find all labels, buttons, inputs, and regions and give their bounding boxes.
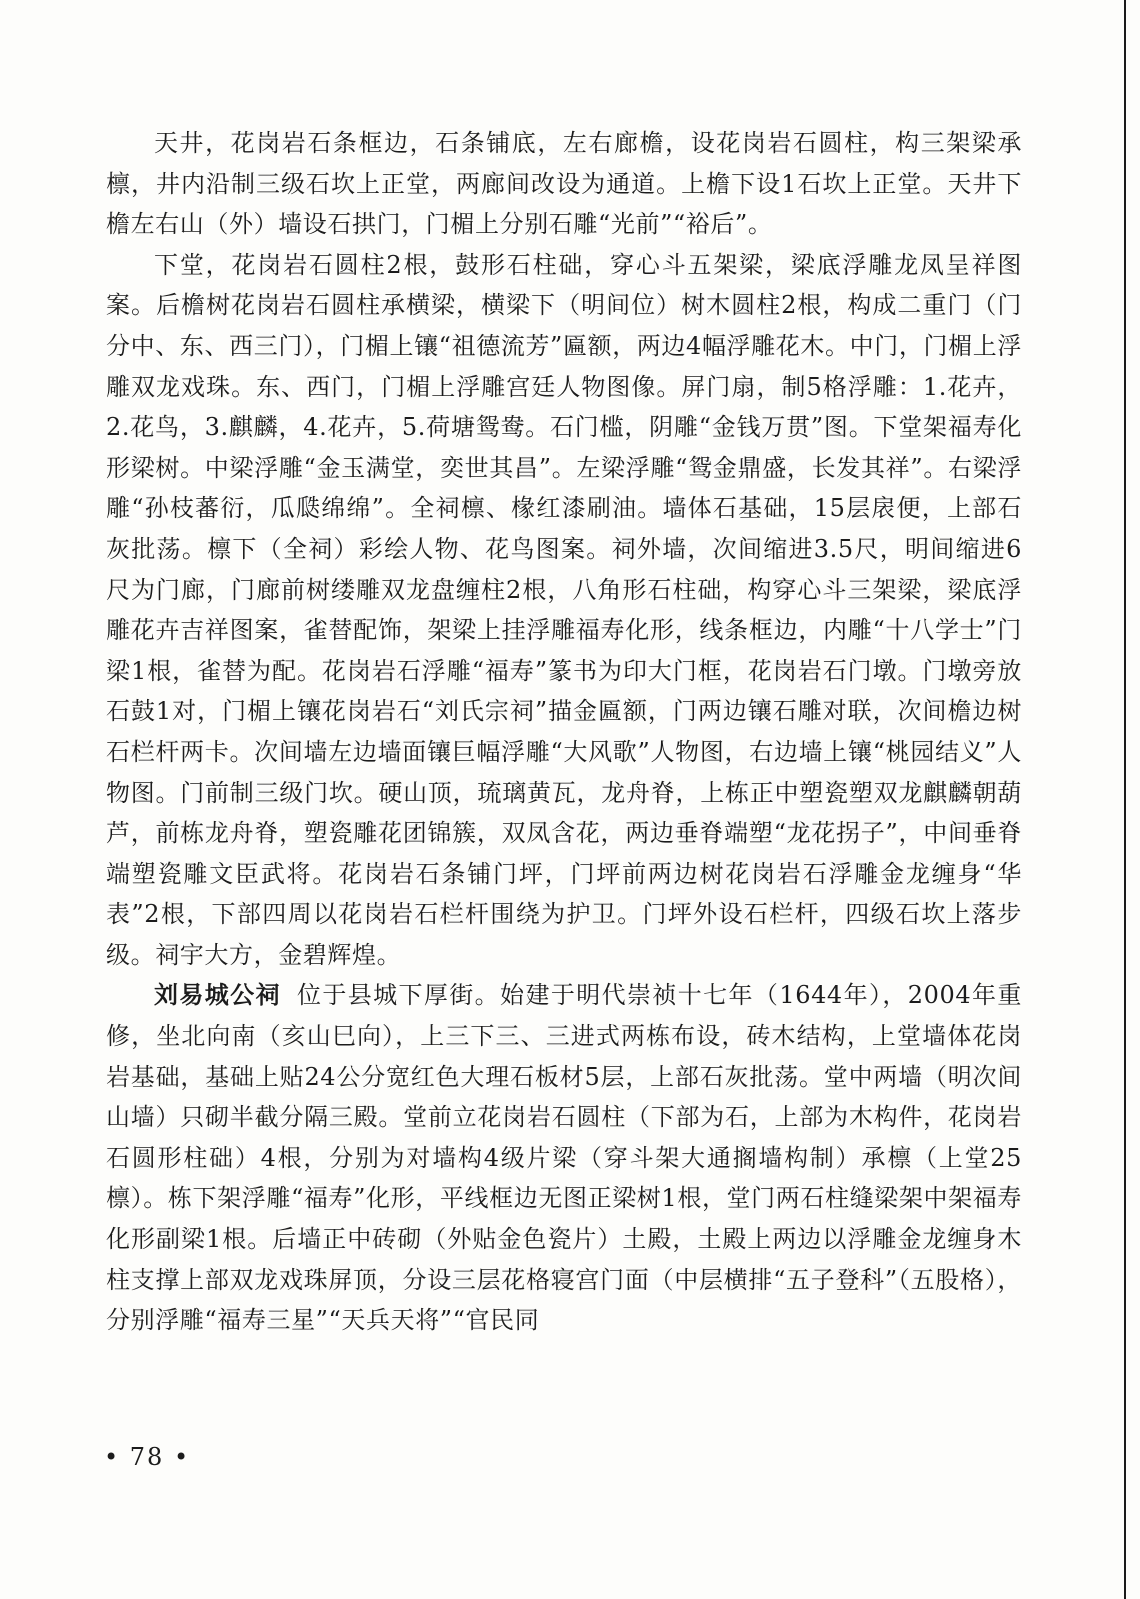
- paragraph-text: 位于县城下厚街。始建于明代崇祯十七年（1644年），2004年重修，坐北向南（亥山巳向），上三下三、三进式两栋布设，砖木结构，上堂墙体花岗岩基础，基础上贴24公分宽红色大理石板材5层，上部石灰批荡。堂中两墙（明次间山墙）只砌半截分隔三殿。堂前立花岗岩石圆柱（下部为石，上部为木构件，花岗岩石圆形柱础）4根，分别为对墙构4级片梁（穿斗架大通搁墙构制）承檩（上堂25檩）。栋下架浮雕“福寿”化形，平线框边无图正梁树1根，堂门两石柱缝梁架中架福寿化形副梁1根。后墙正中砖砌（外贴金色瓷片）土殿，土殿上两边以浮雕金龙缠身木柱支撑上部双龙戏珠屏顶，分设三层花格寝宫门面（中层横排“五子登科”（五股格），分别浮雕“福寿三星”“天兵天将”“官民同: [106, 981, 1023, 1335]
- page-edge-line: [1124, 0, 1126, 1599]
- paragraph-text: 天井，花岗岩石条框边，石条铺底，左右廊檐，设花岗岩石圆柱，构三架梁承檩，井内沿制三级石坎上正堂，两廊间改设为通道。上檐下设1石坎上正堂。天井下檐左右山（外）墙设石拱门，门楣上分别石雕“光前”“裕后”。: [106, 129, 1022, 239]
- paragraph-liu-yicheng-ancestral-hall: [106, 975, 1022, 1340]
- page-number: • 78 •: [104, 1443, 191, 1471]
- paragraph-lower-hall: [106, 245, 1022, 976]
- paragraph-courtyard: [106, 123, 1022, 245]
- body-text: [106, 123, 1022, 1341]
- paragraph-text: 下堂，花岗岩石圆柱2根，鼓形石柱础，穿心斗五架梁，梁底浮雕龙凤呈祥图案。后檐树花岗岩石圆柱承横梁，横梁下（明间位）树木圆柱2根，构成二重门（门分中、东、西三门），门楣上镶“祖德流芳”匾额，两边4幅浮雕花木。中门，门楣上浮雕双龙戏珠。东、西门，门楣上浮雕宫廷人物图像。屏门扇，制5格浮雕：1.花卉，2.花鸟，3.麒麟，4.花卉，5.荷塘鸳鸯。石门槛，阴雕“金钱万贯”图。下堂架福寿化形梁树。中梁浮雕“金玉满堂，奕世其昌”。左梁浮雕“鸳金鼎盛，长发其祥”。右梁浮雕“孙枝蕃衍，瓜瓞绵绵”。全祠檩、椽红漆刷油。墙体石基础，15层扆便，上部石灰批荡。檩下（全祠）彩绘人物、花鸟图案。祠外墙，次间缩进3.5尺，明间缩进6尺为门廊，门廊前树缕雕双龙盘缠柱2根，八角形石柱础，构穿心斗三架梁，梁底浮雕花卉吉祥图案，雀替配饰，架梁上挂浮雕福寿化形，线条框边，内雕“十八学士”门梁1根，雀替为配。花岗岩石浮雕“福寿”篆书为印大门框，花岗岩石门墩。门墩旁放石鼓1对，门楣上镶花岗岩石“刘氏宗祠”描金匾额，门两边镶石雕对联，次间檐边树石栏杆两卡。次间墙左边墙面镶巨幅浮雕“大风歌”人物图，右边墙上镶“桃园结义”人物图。门前制三级门坎。硬山顶，琉璃黄瓦，龙舟脊，上栋正中塑瓷塑双龙麒麟朝葫芦，前栋龙舟脊，塑瓷雕花团锦簇，双凤含花，两边垂脊端塑“龙花拐子”，中间垂脊端塑瓷雕文臣武将。花岗岩石条铺门坪，门坪前两边树花岗岩石浮雕金龙缠身“华表”2根，下部四周以花岗岩石栏杆围绕为护卫。门坪外设石栏杆，四级石坎上落步级。祠宇大方，金碧辉煌。: [106, 250, 1022, 969]
- entry-title: 刘易城公祠: [154, 981, 281, 1010]
